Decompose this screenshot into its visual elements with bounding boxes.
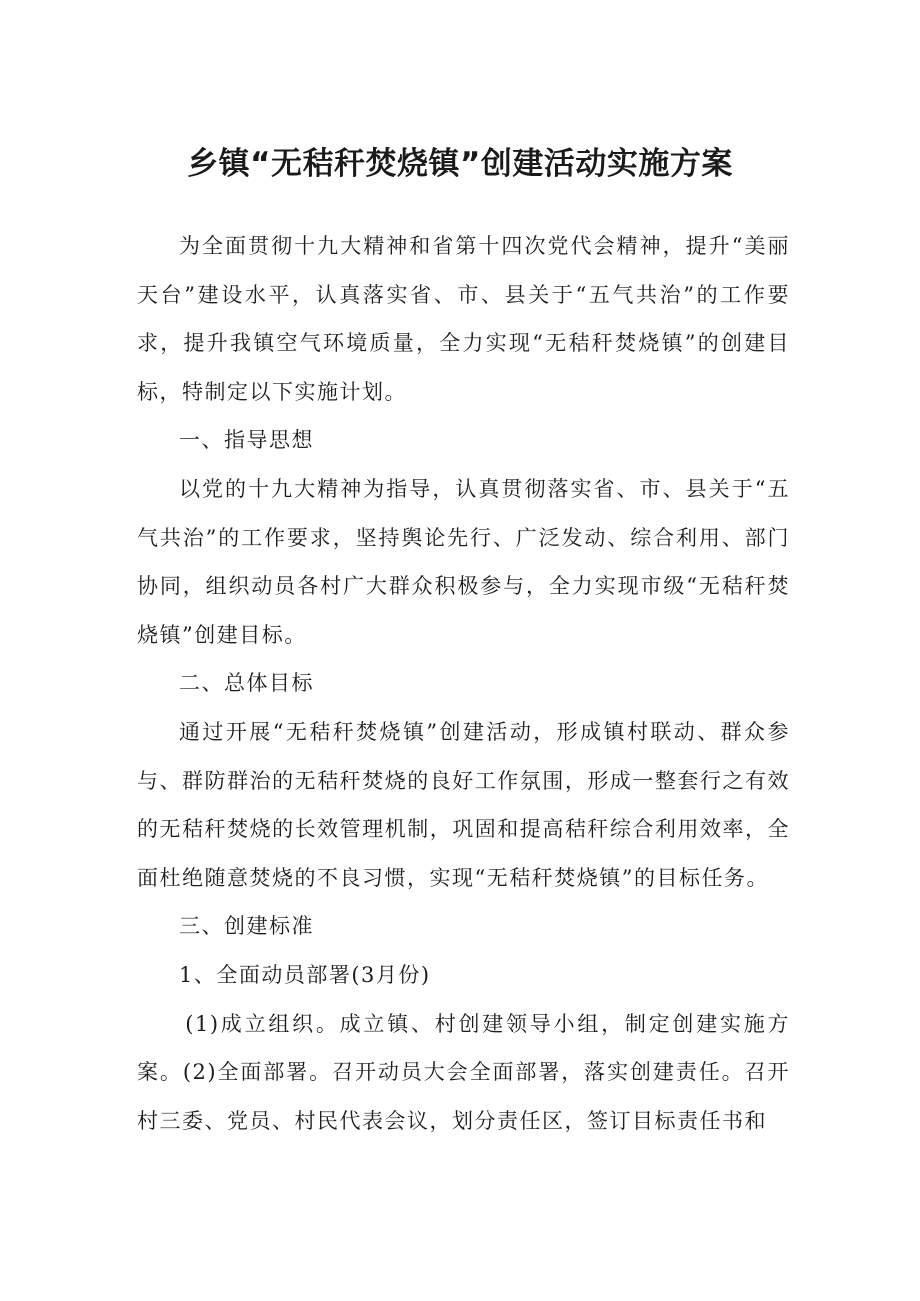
section-heading-guiding-ideology: 一、指导思想 <box>179 428 314 453</box>
document-body <box>137 222 790 1145</box>
subsection-paragraph-mobilization: (1)成立组织。成立镇、村创建领导小组，制定创建实施方案。(2)全面部署。召开动员大会全面部署，落实创建责任。召开村三委、党员、村民代表会议，划分责任区，签订目标责任书和 <box>137 1011 790 1133</box>
intro-paragraph: 为全面贯彻十九大精神和省第十四次党代会精神，提升“美丽天台”建设水平，认真落实省、市、县关于“五气共治”的工作要求，提升我镇空气环境质量，全力实现“无秸秆焚烧镇”的创建目标，特制定以下实施计划。 <box>137 234 790 404</box>
section-paragraph-overall-goal: 通过开展“无秸秆焚烧镇”创建活动，形成镇村联动、群众参与、群防群治的无秸秆焚烧的良好工作氛围，形成一整套行之有效的无秸秆焚烧的长效管理机制，巩固和提高秸秆综合利用效率，全面杜绝随意焚烧的不良习惯，实现“无秸秆焚烧镇”的目标任务。 <box>137 719 790 890</box>
document-title: 乡镇“无秸秆焚烧镇”创建活动实施方案 <box>187 146 733 182</box>
subsection-heading-mobilization: 1、全面动员部署(3月份) <box>179 962 431 987</box>
section-heading-overall-goal: 二、总体目标 <box>179 671 314 696</box>
section-heading-standards: 三、创建标准 <box>179 914 314 939</box>
section-paragraph-guiding-ideology: 以党的十九大精神为指导，认真贯彻落实省、市、县关于“五气共治”的工作要求，坚持舆论先行、广泛发动、综合利用、部门协同，组织动员各村广大群众积极参与，全力实现市级“无秸秆焚烧镇”创建目标。 <box>137 476 790 647</box>
